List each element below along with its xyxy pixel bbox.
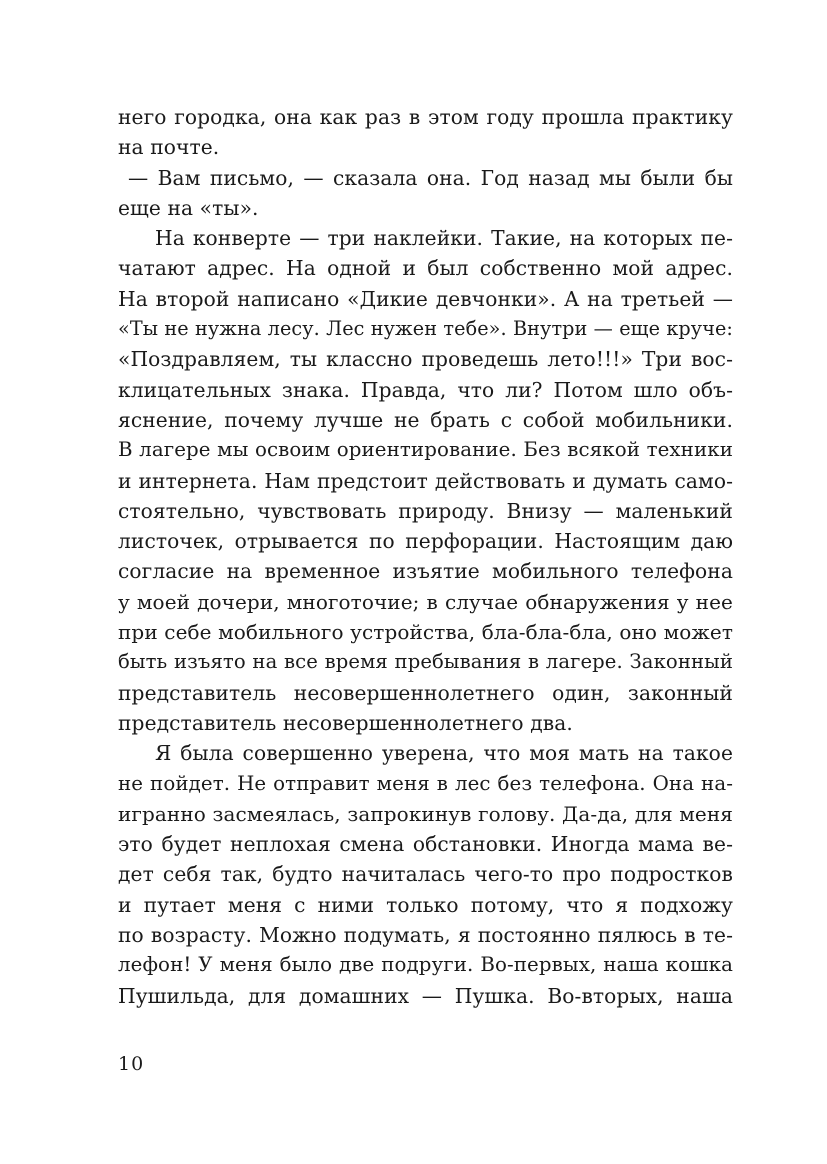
text-line: лефон! У меня было две подруги. Во-первых, наша кошка <box>118 953 733 977</box>
text-line: и путает меня с ними только потому, что я подхожу <box>118 892 733 917</box>
text-line: «Поздравляем, ты классно проведешь лето!!!» Три вос- <box>118 347 733 372</box>
text-line: согласие на временное изъятие мобильного телефона <box>118 559 733 584</box>
text-line: быть изъято на все время пребывания в лагере. Законный <box>118 650 733 674</box>
text-line: представитель несовершеннолетнего два. <box>118 710 573 735</box>
text-line: Пушильда, для домашних — Пушка. Во-вторых, наша <box>118 983 733 1008</box>
text-line: яснение, почему лучше не брать с собой мобильники. <box>118 407 733 432</box>
text-line: на почте. <box>118 135 220 160</box>
text-line: еще на «ты». <box>118 195 259 220</box>
text-line: дет себя так, будто начиталась чего-то про подростков <box>118 862 733 887</box>
text-line: На конверте — три наклейки. Такие, на которых пе- <box>155 226 733 251</box>
text-line: по возрасту. Можно подумать, я постоянно пялюсь в те- <box>118 923 733 948</box>
text-line: игранно засмеялась, запрокинув голову. Да-да, для меня <box>118 801 733 826</box>
body-text <box>118 102 733 1011</box>
text-line: клицательных знака. Правда, что ли? Потом шло объ- <box>118 377 733 402</box>
text-line: стоятельно, чувствовать природу. Внизу — маленький <box>118 498 733 523</box>
text-line: представитель несовершеннолетнего один, законный <box>118 680 733 705</box>
text-line: у моей дочери, многоточие; в случае обнаружения у нее <box>118 589 733 614</box>
text-line: Я была совершенно уверена, что моя мать на такое <box>155 741 733 766</box>
text-line: чатают адрес. На одной и был собственно мой адрес. <box>118 256 733 281</box>
text-line: В лагере мы освоим ориентирование. Без всякой техники <box>118 438 733 462</box>
text-line: На второй написано «Дикие девчонки». А на третьей — <box>118 286 733 311</box>
text-line: это будет неплохая смена обстановки. Иногда мама ве- <box>118 832 733 857</box>
page-number: 10 <box>118 1053 145 1075</box>
text-line: и интернета. Нам предстоит действовать и думать само- <box>118 468 733 493</box>
text-line: — Вам письмо, — сказала она. Год назад мы были бы <box>128 165 733 190</box>
text-line: листочек, отрывается по перфорации. Настоящим даю <box>118 529 733 554</box>
text-line: «Ты не нужна лесу. Лес нужен тебе». Внутри — еще круче: <box>118 317 733 341</box>
text-line: не пойдет. Не отправит меня в лес без телефона. Она на- <box>118 771 733 795</box>
text-line: него городка, она как раз в этом году прошла практику <box>118 105 733 129</box>
text-line: при себе мобильного устройства, бла-бла-бла, оно может <box>118 620 733 645</box>
